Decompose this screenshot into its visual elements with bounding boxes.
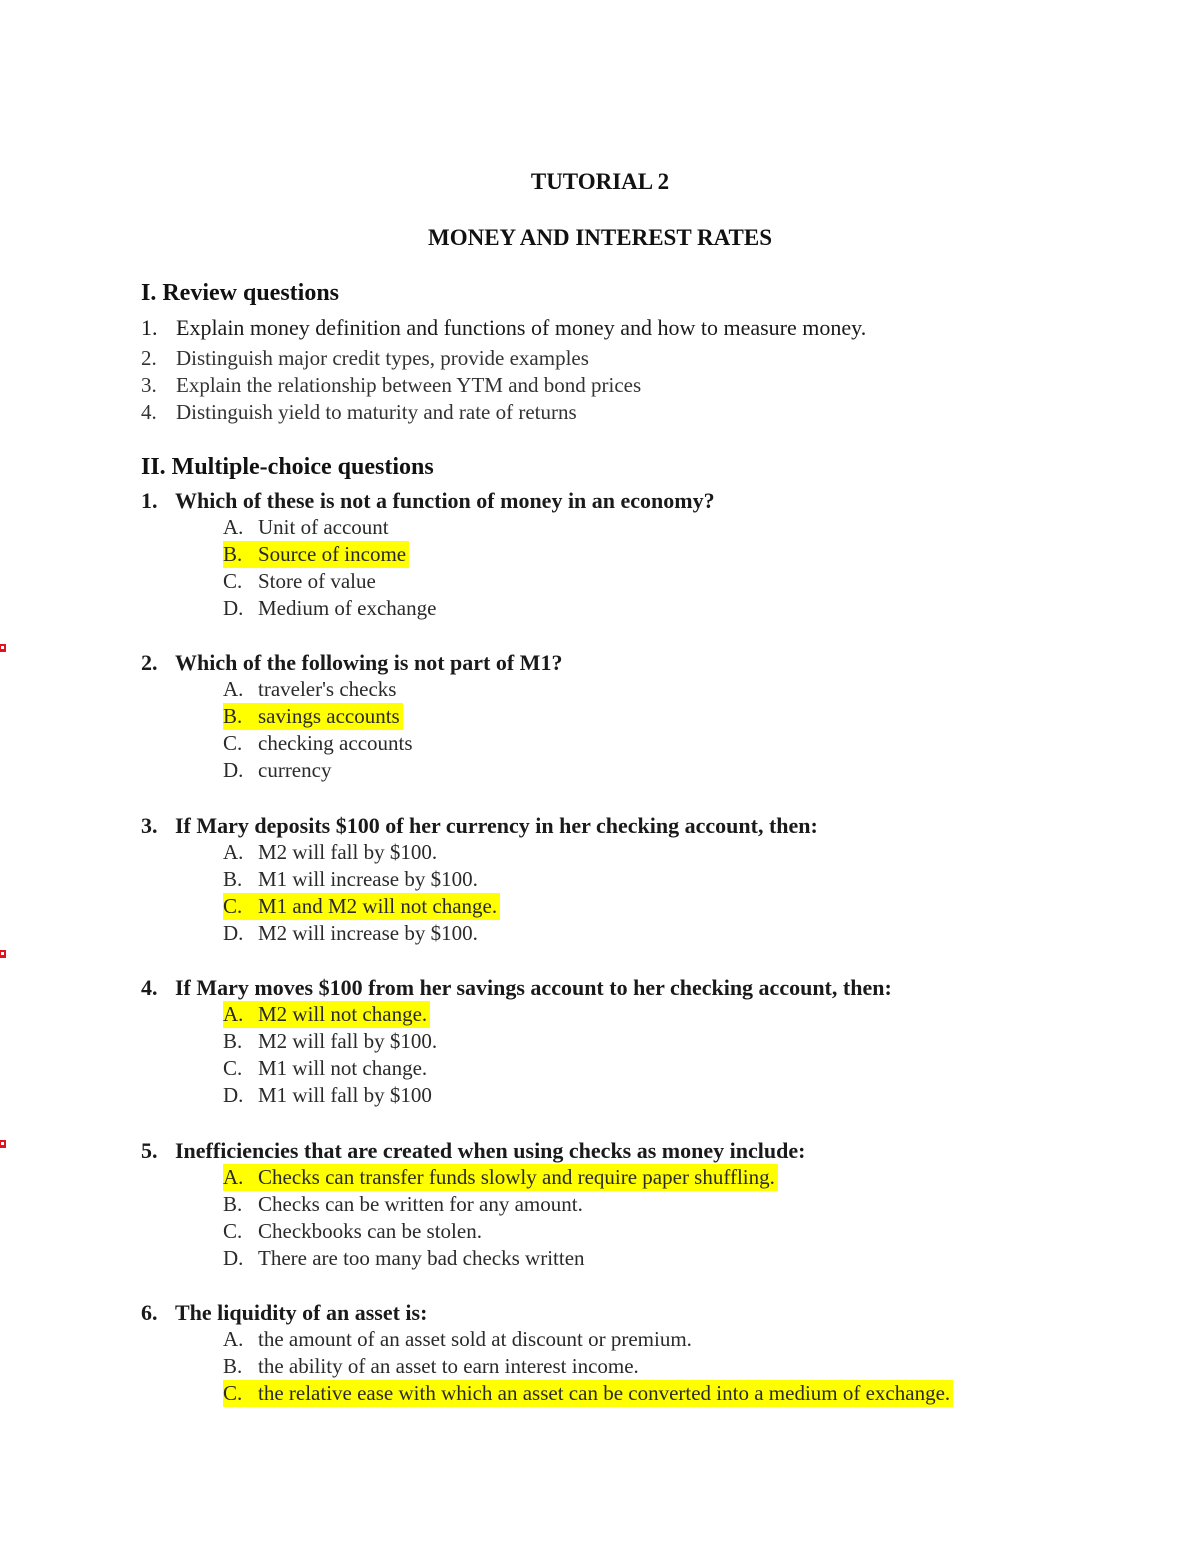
document-title: TUTORIAL 2 bbox=[530, 169, 670, 194]
option-text: M2 will not change. bbox=[258, 1002, 428, 1026]
mcq-question-block bbox=[141, 487, 1141, 622]
option-text: traveler's checks bbox=[258, 677, 397, 701]
answer-option bbox=[223, 1028, 1141, 1055]
answer-option-highlighted bbox=[223, 1164, 1141, 1191]
option-letter: B. bbox=[223, 1029, 243, 1053]
option-text: Checks can be written for any amount. bbox=[258, 1192, 583, 1216]
option-text: There are too many bad checks written bbox=[258, 1246, 585, 1270]
option-letter: A. bbox=[223, 1002, 244, 1026]
option-letter: D. bbox=[223, 758, 244, 782]
option-text: M2 will increase by $100. bbox=[258, 921, 478, 945]
option-text: Checkbooks can be stolen. bbox=[258, 1219, 482, 1243]
review-item-number: 4. bbox=[141, 400, 157, 424]
option-letter: C. bbox=[223, 1219, 243, 1243]
question-text: If Mary deposits $100 of her currency in her checking account, then: bbox=[175, 813, 818, 838]
option-text: Unit of account bbox=[258, 515, 389, 539]
answer-option bbox=[223, 676, 1141, 703]
question-number: 6. bbox=[141, 1300, 158, 1325]
review-item bbox=[141, 345, 1041, 372]
mcq-question-block bbox=[141, 649, 1141, 784]
option-letter: D. bbox=[223, 596, 244, 620]
review-question-list bbox=[141, 314, 1041, 426]
answer-option bbox=[223, 1353, 1141, 1380]
margin-comment-marker[interactable] bbox=[0, 1140, 6, 1148]
option-text: the amount of an asset sold at discount or premium. bbox=[258, 1327, 692, 1351]
option-letter: D. bbox=[223, 1246, 244, 1270]
review-item bbox=[141, 372, 1041, 399]
answer-option bbox=[223, 757, 1141, 784]
review-item-text: Distinguish yield to maturity and rate of returns bbox=[176, 400, 577, 424]
question-number: 4. bbox=[141, 975, 158, 1000]
question-number: 5. bbox=[141, 1138, 158, 1163]
answer-option-highlighted bbox=[223, 703, 1141, 730]
question-number: 3. bbox=[141, 813, 158, 838]
question-text-row bbox=[141, 649, 1141, 676]
answer-option bbox=[223, 595, 1141, 622]
option-letter: B. bbox=[223, 704, 243, 728]
margin-comment-marker[interactable] bbox=[0, 644, 6, 652]
review-item bbox=[141, 399, 1041, 426]
option-letter: B. bbox=[223, 542, 243, 566]
answer-option-highlighted bbox=[223, 541, 1141, 568]
option-letter: C. bbox=[223, 569, 243, 593]
option-letter: D. bbox=[223, 921, 244, 945]
option-text: M1 will not change. bbox=[258, 1056, 428, 1080]
option-text: savings accounts bbox=[258, 704, 400, 728]
option-text: M2 will fall by $100. bbox=[258, 840, 438, 864]
option-text: Store of value bbox=[258, 569, 376, 593]
mcq-question-block bbox=[141, 974, 1141, 1109]
answer-option bbox=[223, 920, 1141, 947]
option-text: M1 and M2 will not change. bbox=[258, 894, 498, 918]
review-section-heading: I. Review questions bbox=[141, 280, 340, 306]
answer-option bbox=[223, 866, 1141, 893]
answer-option bbox=[223, 1191, 1141, 1218]
option-letter: A. bbox=[223, 677, 244, 701]
option-letter: B. bbox=[223, 867, 243, 891]
review-item-text: Distinguish major credit types, provide examples bbox=[176, 346, 589, 370]
option-letter: C. bbox=[223, 894, 243, 918]
review-item-number: 3. bbox=[141, 373, 157, 397]
mcq-question-block bbox=[141, 1137, 1141, 1272]
question-number: 1. bbox=[141, 488, 158, 513]
review-item-text: Explain the relationship between YTM and bond prices bbox=[176, 373, 642, 397]
mcq-question-block bbox=[141, 1299, 1141, 1407]
review-item-text: Explain money definition and functions of money and how to measure money. bbox=[176, 315, 867, 340]
review-item-number: 2. bbox=[141, 346, 157, 370]
mcq-section-heading: II. Multiple-choice questions bbox=[141, 454, 434, 480]
option-letter: C. bbox=[223, 1056, 243, 1080]
option-text: Checks can transfer funds slowly and require paper shuffling. bbox=[258, 1165, 775, 1189]
option-letter: B. bbox=[223, 1192, 243, 1216]
question-text-row bbox=[141, 812, 1141, 839]
answer-option bbox=[223, 1055, 1141, 1082]
option-letter: B. bbox=[223, 1354, 243, 1378]
question-text: Which of the following is not part of M1? bbox=[175, 650, 563, 675]
margin-comment-marker[interactable] bbox=[0, 950, 6, 958]
option-text: Medium of exchange bbox=[258, 596, 437, 620]
question-text-row bbox=[141, 487, 1141, 514]
answer-option-highlighted bbox=[223, 1001, 1141, 1028]
option-letter: C. bbox=[223, 731, 243, 755]
answer-option bbox=[223, 1082, 1141, 1109]
question-number: 2. bbox=[141, 650, 158, 675]
question-text-row bbox=[141, 974, 1141, 1001]
review-item-number: 1. bbox=[141, 315, 158, 340]
answer-option bbox=[223, 839, 1141, 866]
option-text: the relative ease with which an asset can be converted into a medium of exchange. bbox=[258, 1381, 951, 1405]
option-letter: A. bbox=[223, 840, 244, 864]
option-text: M1 will fall by $100 bbox=[258, 1083, 432, 1107]
question-text: Which of these is not a function of money in an economy? bbox=[175, 488, 715, 513]
option-letter: A. bbox=[223, 1165, 244, 1189]
question-text-row bbox=[141, 1137, 1141, 1164]
option-text: currency bbox=[258, 758, 332, 782]
answer-option bbox=[223, 1245, 1141, 1272]
option-letter: A. bbox=[223, 515, 244, 539]
option-letter: D. bbox=[223, 1083, 244, 1107]
answer-option-highlighted bbox=[223, 1380, 1141, 1407]
option-text: M2 will fall by $100. bbox=[258, 1029, 438, 1053]
document-subtitle: MONEY AND INTEREST RATES bbox=[427, 225, 772, 250]
answer-option bbox=[223, 514, 1141, 541]
answer-option-highlighted bbox=[223, 893, 1141, 920]
option-letter: A. bbox=[223, 1327, 244, 1351]
question-text-row bbox=[141, 1299, 1141, 1326]
option-text: Source of income bbox=[258, 542, 407, 566]
option-text: checking accounts bbox=[258, 731, 413, 755]
mcq-question-block bbox=[141, 812, 1141, 947]
answer-option bbox=[223, 730, 1141, 757]
review-item bbox=[141, 314, 1041, 345]
option-letter: C. bbox=[223, 1381, 243, 1405]
question-text: Inefficiencies that are created when using checks as money include: bbox=[175, 1138, 806, 1163]
question-text: If Mary moves $100 from her savings account to her checking account, then: bbox=[175, 975, 892, 1000]
answer-option bbox=[223, 1218, 1141, 1245]
option-text: M1 will increase by $100. bbox=[258, 867, 478, 891]
question-text: The liquidity of an asset is: bbox=[175, 1300, 428, 1325]
answer-option bbox=[223, 1326, 1141, 1353]
answer-option bbox=[223, 568, 1141, 595]
option-text: the ability of an asset to earn interest income. bbox=[258, 1354, 639, 1378]
